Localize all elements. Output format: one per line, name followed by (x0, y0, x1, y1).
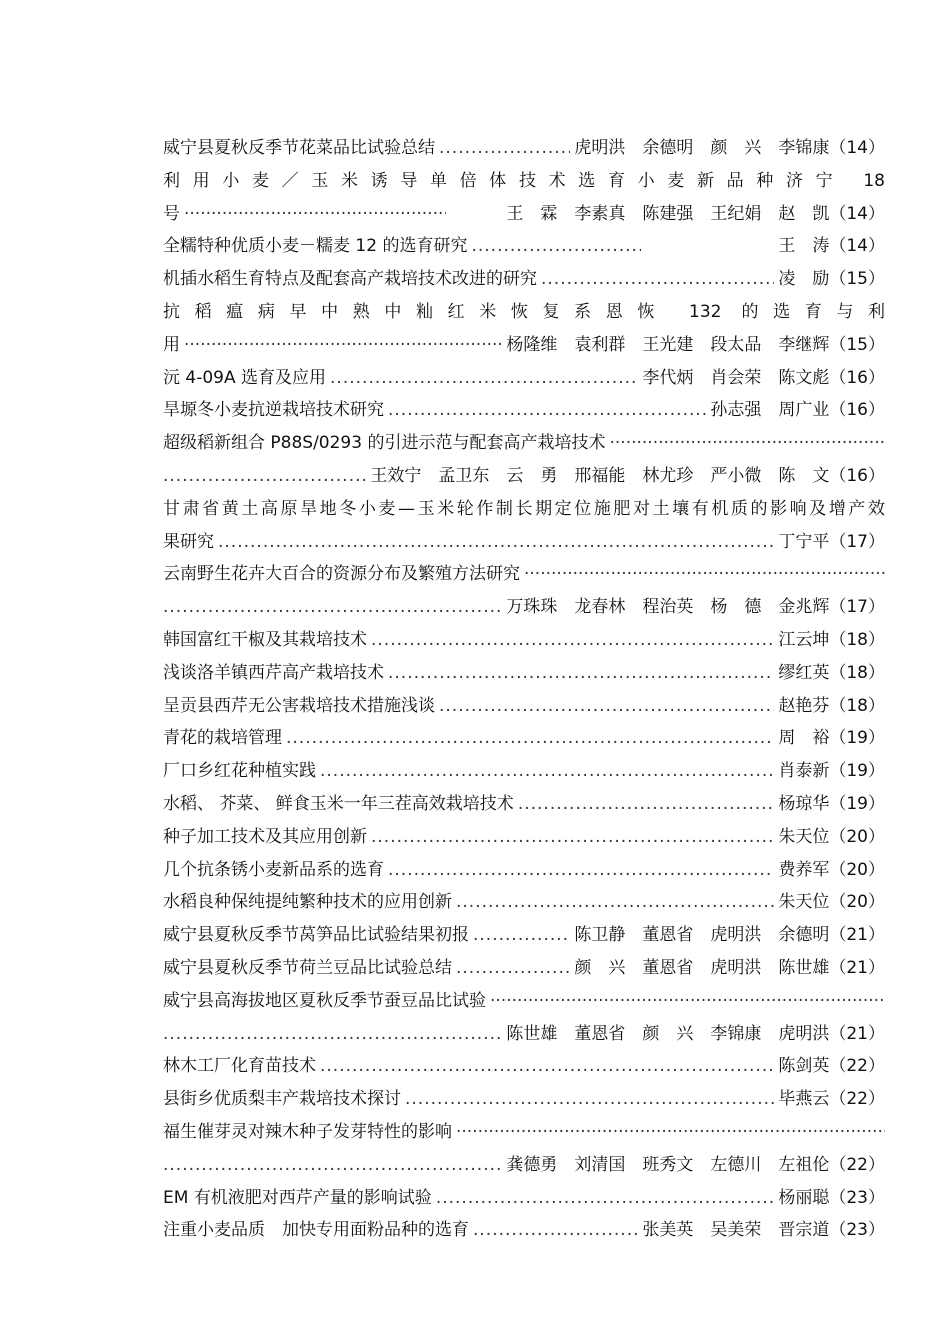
toc-entry[interactable] (163, 427, 885, 460)
leader-dots (286, 722, 774, 755)
entry-authors: 赵艳芬（18） (778, 695, 885, 716)
entry-title: 利用小麦／玉米诱导单倍体技术选育小麦新品种济宁 18 (163, 170, 885, 191)
toc-entry[interactable] (163, 788, 885, 821)
leader-dots (371, 624, 774, 657)
leader-dots (163, 1149, 502, 1182)
leader-dots (524, 558, 885, 591)
toc-entry[interactable] (163, 1182, 885, 1215)
entry-title: 超级稻新组合 P88S/0293 的引进示范与配套高产栽培技术 (163, 433, 606, 454)
toc-entry-continuation[interactable] (163, 1018, 885, 1051)
leader-dots (330, 362, 638, 395)
entry-authors: 李代炳 肖会荣 陈文彪（16） (642, 367, 885, 388)
entry-title: 威宁县高海拔地区夏秋反季节蚕豆品比试验 (163, 990, 486, 1011)
entry-authors: 王 霖 李素真 陈建强 王纪娟 赵 凯（14） (506, 203, 885, 224)
leader-dots (473, 919, 570, 952)
toc-entry[interactable] (163, 722, 885, 755)
entry-authors: 杨隆维 袁利群 王光建 段太品 李继辉（15） (506, 334, 885, 355)
entry-authors: 丁宁平（17） (778, 531, 885, 552)
toc-entry[interactable] (163, 493, 885, 526)
leader-dots (388, 854, 774, 887)
leader-dots (541, 263, 774, 296)
entry-title: 韩国富红干椒及其栽培技术 (163, 629, 367, 650)
entry-authors: 王效宁 孟卫东 云 勇 邢福能 林尤珍 严小微 陈 文（16） (370, 465, 885, 486)
entry-authors: 陈剑英（22） (778, 1056, 885, 1077)
leader-dots (320, 1050, 774, 1083)
entry-authors: 杨琼华（19） (778, 793, 885, 814)
entry-authors: 费养军（20） (778, 859, 885, 880)
toc-entry-continuation[interactable] (163, 198, 885, 231)
entry-title: 福生催芽灵对辣木种子发芽特性的影响 (163, 1121, 452, 1142)
toc-entry[interactable] (163, 394, 885, 427)
entry-authors: 万珠珠 龙春林 程治英 杨 德 金兆辉（17） (506, 597, 885, 618)
entry-title: 旱塬冬小麦抗逆栽培技术研究 (163, 400, 384, 421)
entry-title: EM 有机液肥对西芹产量的影响试验 (163, 1187, 432, 1208)
entry-title: 沅 4-09A 选育及应用 (163, 367, 327, 388)
entry-title: 厂口乡红花种植实践 (163, 761, 316, 782)
leader-dots (163, 1018, 502, 1051)
toc-entry-continuation[interactable] (163, 591, 885, 624)
toc-entry[interactable] (163, 886, 885, 919)
entry-authors: 肖泰新（19） (778, 761, 885, 782)
entry-authors: 缪红英（18） (778, 662, 885, 683)
entry-title: 云南野生花卉大百合的资源分布及繁殖方法研究 (163, 564, 520, 585)
leader-dots (456, 886, 774, 919)
entry-title: 威宁县夏秋反季节花菜品比试验总结 (163, 138, 435, 158)
entry-title: 几个抗条锈小麦新品系的选育 (163, 859, 384, 880)
entry-authors: 颜 兴 董恩省 虎明洪 陈世雄（21） (574, 957, 885, 978)
entry-authors: 陈卫静 董恩省 虎明洪 余德明（21） (574, 925, 885, 946)
leader-dots (163, 591, 502, 624)
toc-entry[interactable] (163, 919, 885, 952)
entry-authors: 陈世雄 董恩省 颜 兴 李锦康 虎明洪（21） (506, 1023, 885, 1044)
entry-title: 抗稻瘟病早中熟中籼红米恢复系恩恢 132 的选育与利 (163, 301, 885, 322)
entry-authors: 周 裕（19） (778, 728, 885, 749)
entry-authors: 凌 励（15） (778, 269, 885, 290)
entry-title: 注重小麦品质 加快专用面粉品种的选育 (163, 1220, 469, 1241)
entry-authors: 朱天位（20） (778, 826, 885, 847)
toc-entry[interactable] (163, 165, 885, 198)
toc-entry[interactable] (163, 657, 885, 690)
table-of-contents (163, 132, 885, 1247)
entry-title-continuation: 用 (163, 334, 180, 355)
toc-entry[interactable] (163, 755, 885, 788)
entry-authors: 杨丽聪（23） (778, 1187, 885, 1208)
toc-entry[interactable] (163, 362, 885, 395)
entry-title: 种子加工技术及其应用创新 (163, 826, 367, 847)
entry-title: 青花的栽培管理 (163, 728, 282, 749)
leader-dots (184, 329, 502, 362)
entry-title: 机插水稻生育特点及配套高产栽培技术改进的研究 (163, 269, 537, 290)
toc-entry[interactable] (163, 821, 885, 854)
entry-authors: 虎明洪 余德明 颜 兴 李锦康（14） (574, 138, 885, 158)
leader-dots (471, 230, 641, 263)
entry-authors: 龚德勇 刘清国 班秀文 左德川 左祖伦（22） (506, 1154, 885, 1175)
toc-entry[interactable] (163, 1116, 885, 1149)
toc-entry[interactable] (163, 1050, 885, 1083)
entry-title-continuation: 果研究 (163, 531, 214, 552)
toc-entry[interactable] (163, 1214, 885, 1247)
leader-dots (163, 460, 366, 493)
entry-authors: 张美英 吴美荣 晋宗道（23） (642, 1220, 885, 1241)
entry-title: 浅谈洛羊镇西芹高产栽培技术 (163, 662, 384, 683)
leader-dots (436, 1182, 775, 1215)
leader-dots (439, 132, 570, 165)
leader-dots (388, 394, 706, 427)
entry-title-continuation: 号 (163, 203, 180, 224)
entry-authors: 毕燕云（22） (778, 1089, 885, 1110)
leader-dots (371, 821, 774, 854)
entry-title: 县街乡优质梨丰产栽培技术探讨 (163, 1089, 401, 1110)
toc-entry[interactable] (163, 1083, 885, 1116)
leader-dots (456, 1116, 885, 1149)
leader-dots (456, 952, 570, 985)
entry-title: 全糯特种优质小麦－糯麦 12 的选育研究 (163, 236, 468, 257)
toc-entry-continuation[interactable] (163, 329, 885, 362)
toc-entry[interactable] (163, 985, 885, 1018)
leader-dots (439, 690, 774, 723)
entry-title: 威宁县夏秋反季节莴笋品比试验结果初报 (163, 925, 469, 946)
leader-dots (405, 1083, 774, 1116)
entry-title: 林木工厂化育苗技术 (163, 1056, 316, 1077)
leader-dots (473, 1214, 638, 1247)
entry-title: 呈贡县西芹无公害栽培技术措施浅谈 (163, 695, 435, 716)
toc-entry[interactable] (163, 132, 885, 165)
toc-entry-continuation[interactable] (163, 460, 885, 493)
entry-title: 威宁县夏秋反季节荷兰豆品比试验总结 (163, 957, 452, 978)
entry-title: 甘肃省黄土高原旱地冬小麦—玉米轮作制长期定位施肥对土壤有机质的影响及增产效 (163, 498, 885, 519)
leader-dots (518, 788, 775, 821)
toc-entry[interactable] (163, 263, 885, 296)
toc-entry[interactable] (163, 230, 885, 263)
toc-entry[interactable] (163, 854, 885, 887)
leader-dots (388, 657, 774, 690)
entry-authors: 江云坤（18） (778, 629, 885, 650)
toc-entry[interactable] (163, 558, 885, 591)
entry-authors: 孙志强 周广业（16） (710, 400, 885, 421)
entry-title: 水稻、 芥菜、 鲜食玉米一年三茬高效栽培技术 (163, 793, 514, 814)
entry-authors: 朱天位（20） (778, 892, 885, 913)
entry-authors: 王 涛（14） (778, 236, 885, 257)
leader-dots (320, 755, 774, 788)
leader-dots (609, 427, 885, 460)
toc-entry[interactable] (163, 690, 885, 723)
toc-entry[interactable] (163, 952, 885, 985)
toc-entry[interactable] (163, 624, 885, 657)
toc-entry[interactable] (163, 296, 885, 329)
leader-dots (490, 985, 885, 1018)
toc-entry-continuation[interactable] (163, 526, 885, 559)
leader-dots (218, 526, 774, 559)
leader-dots (184, 198, 446, 231)
toc-entry-continuation[interactable] (163, 1149, 885, 1182)
entry-title: 水稻良种保纯提纯繁种技术的应用创新 (163, 892, 452, 913)
